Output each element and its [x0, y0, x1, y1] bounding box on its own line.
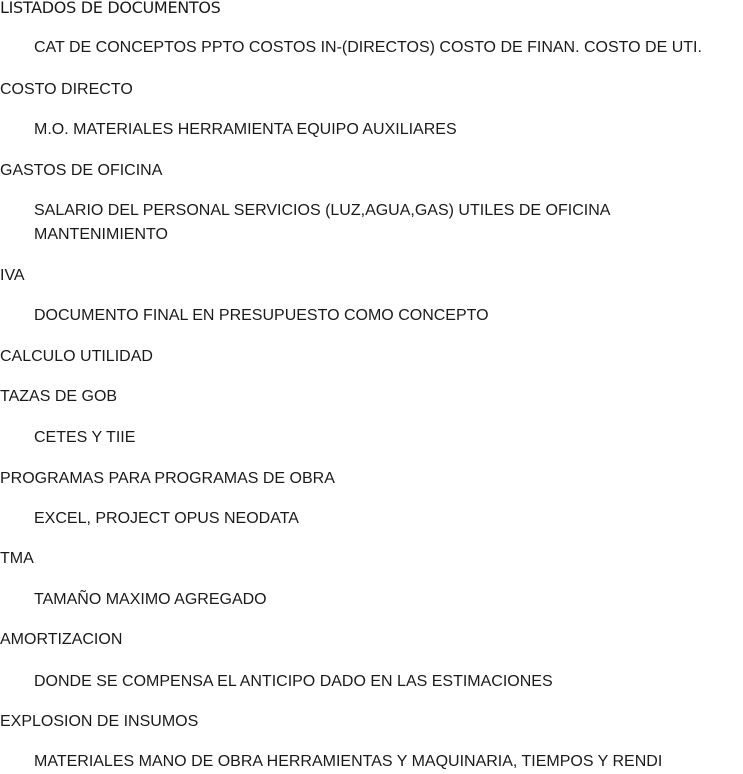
heading-explosion-insumos: EXPLOSION DE INSUMOS: [0, 713, 199, 730]
detail-text-catalog: CAT DE CONCEPTOS PPTO COSTOS IN-(DIRECTOS) COSTO DE FINAN. COSTO DE UTI.: [34, 39, 702, 56]
heading-tazas-gob: TAZAS DE GOB: [0, 388, 118, 405]
detail-text-amortizacion: DONDE SE COMPENSA EL ANTICIPO DADO EN LAS ESTIMACIONES: [34, 673, 553, 690]
heading-amortizacion: AMORTIZACION: [0, 631, 123, 648]
detail-text-explosion-insumos: MATERIALES MANO DE OBRA HERRAMIENTAS Y MAQUINARIA, TIEMPOS Y RENDI: [34, 753, 663, 770]
heading-iva: IVA: [0, 267, 25, 284]
detail-text-iva: DOCUMENTO FINAL EN PRESUPUESTO COMO CONCEPTO: [34, 307, 489, 324]
detail-text-tazas-gob: CETES Y TIIE: [34, 429, 136, 446]
detail-text-gastos-oficina: SALARIO DEL PERSONAL SERVICIOS (LUZ,AGUA,GAS) UTILES DE OFICINA MANTENIMIENTO: [34, 202, 610, 243]
detail-text-tma: TAMAÑO MAXIMO AGREGADO: [34, 591, 267, 608]
document-title: LISTADOS DE DOCUMENTOS: [0, 0, 221, 17]
detail-text-costo-directo: M.O. MATERIALES HERRAMIENTA EQUIPO AUXILIARES: [34, 121, 457, 138]
heading-programas-obra: PROGRAMAS PARA PROGRAMAS DE OBRA: [0, 470, 335, 487]
heading-calculo-utilidad: CALCULO UTILIDAD: [0, 348, 153, 365]
heading-gastos-oficina: GASTOS DE OFICINA: [0, 162, 163, 179]
heading-tma: TMA: [0, 550, 34, 567]
detail-text-programas-obra: EXCEL, PROJECT OPUS NEODATA: [34, 510, 299, 527]
heading-costo-directo: COSTO DIRECTO: [0, 81, 133, 98]
